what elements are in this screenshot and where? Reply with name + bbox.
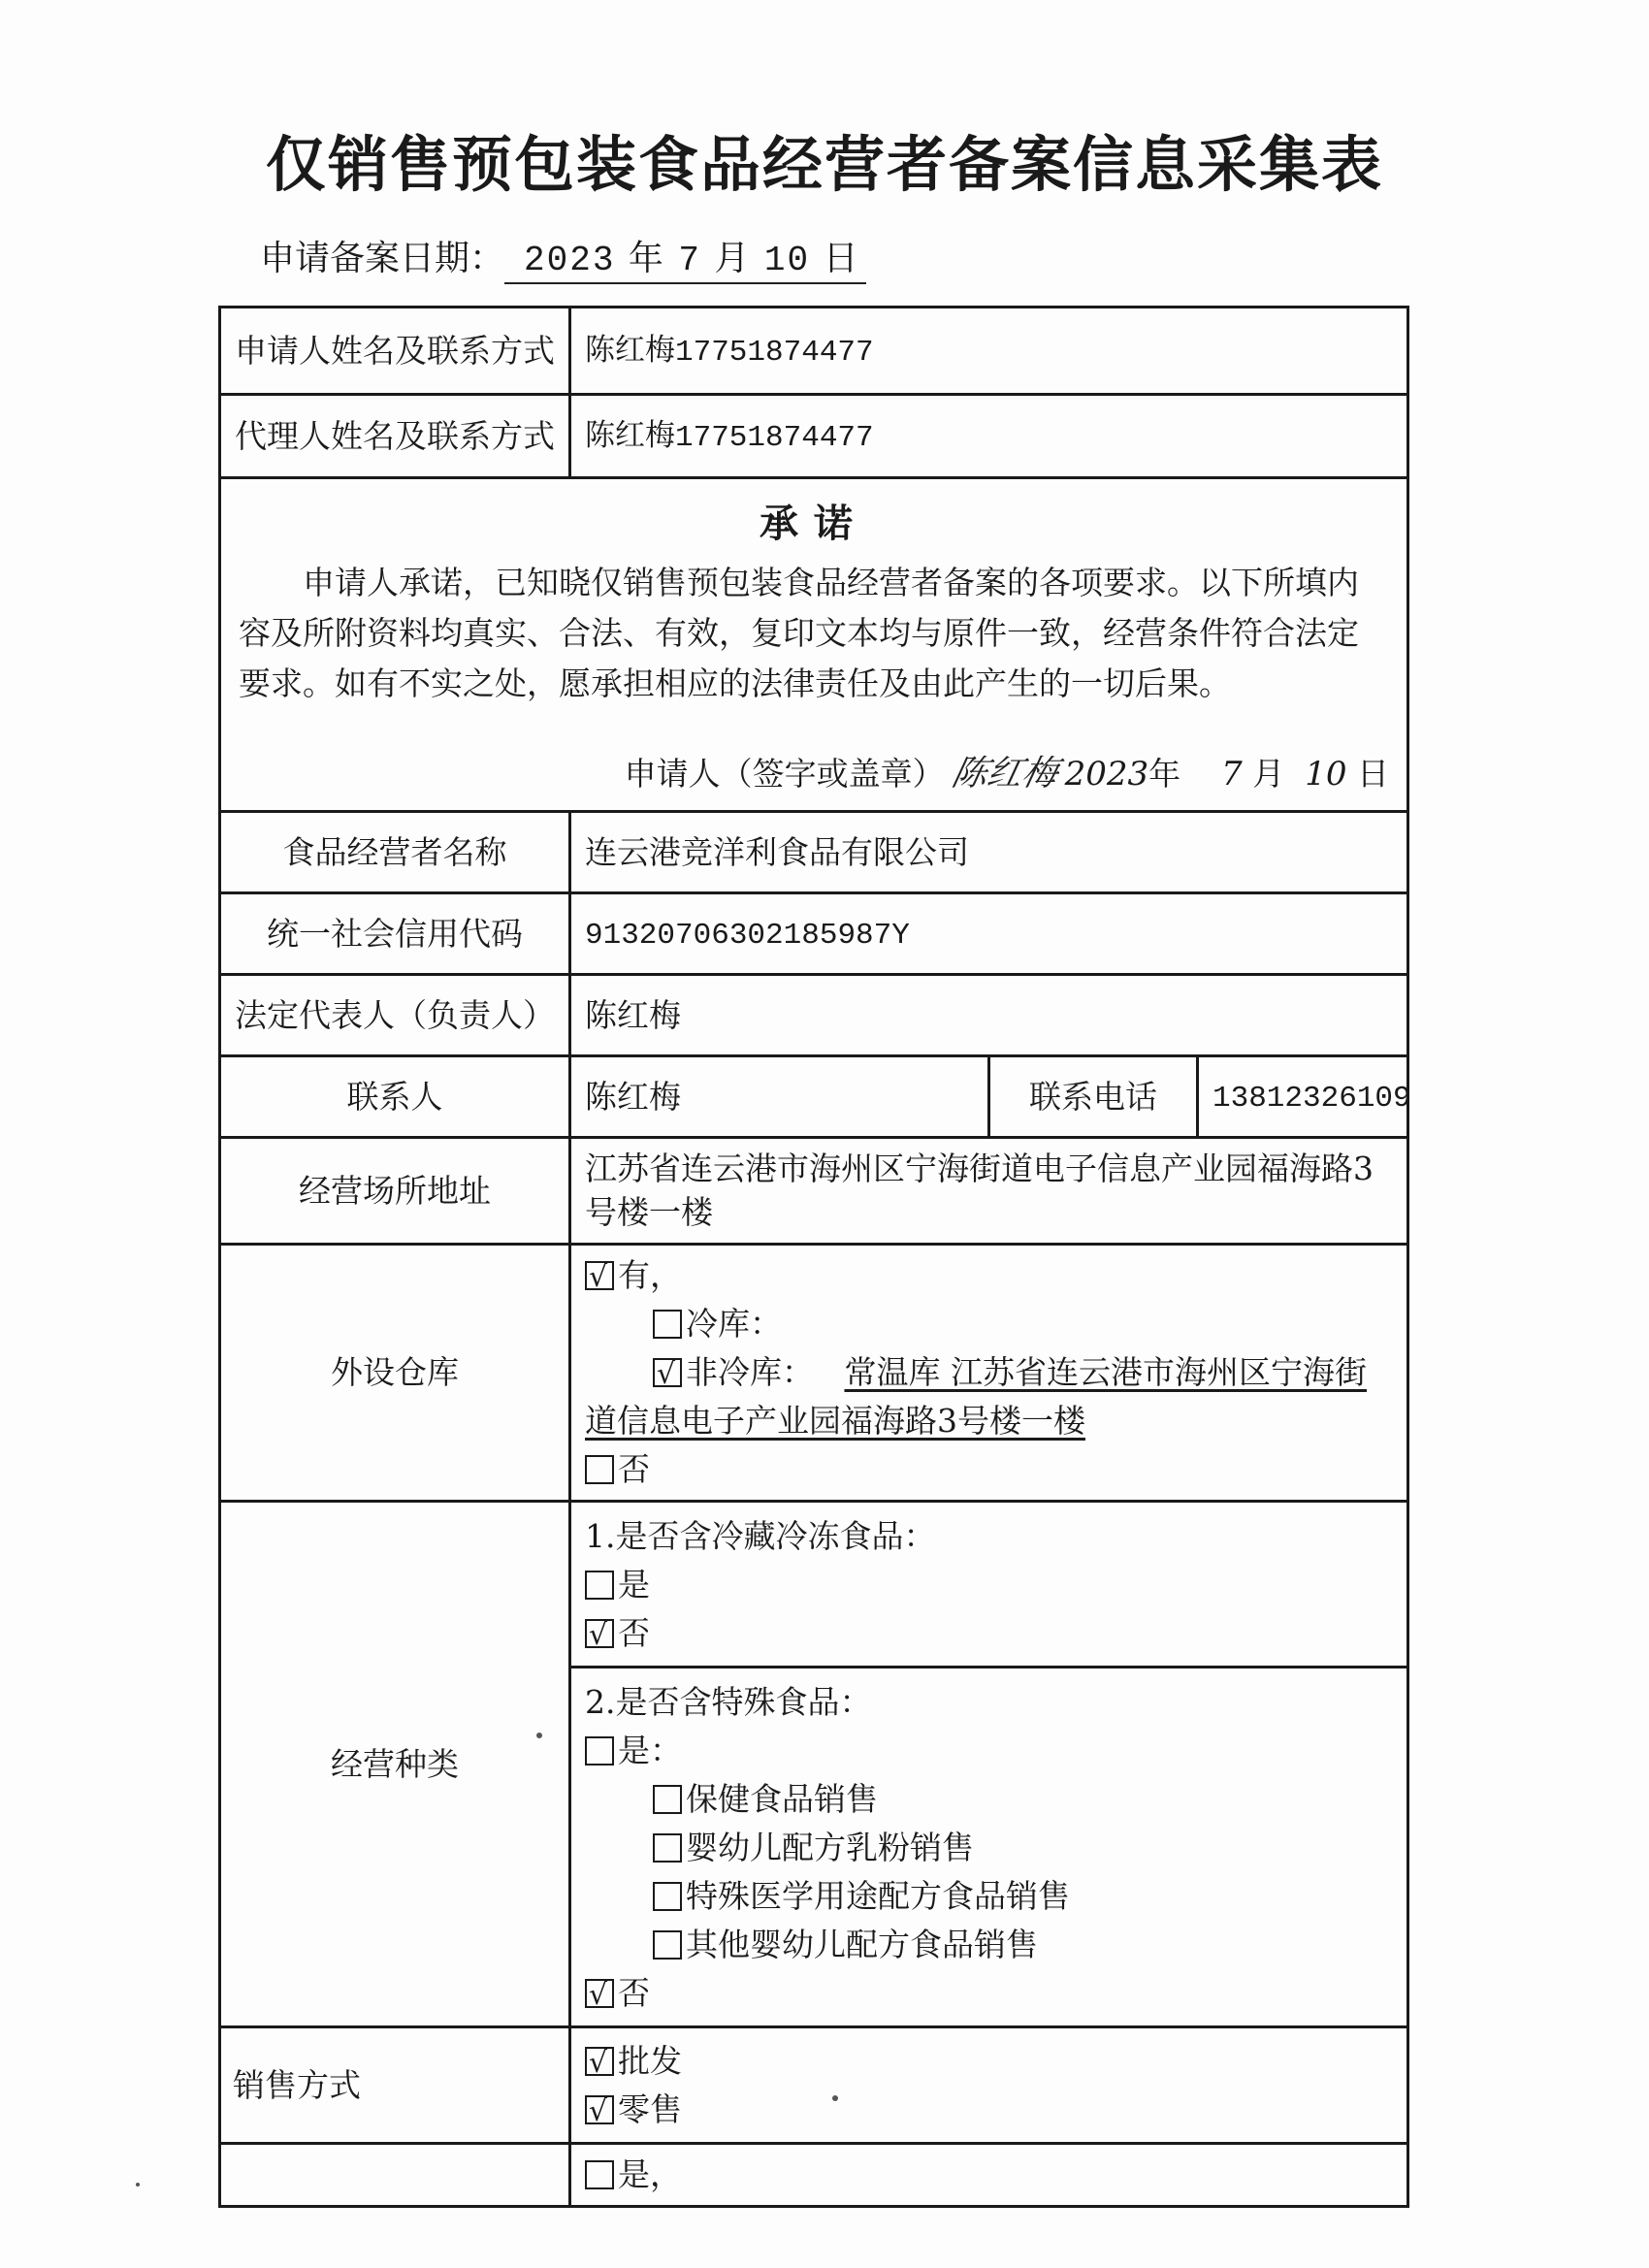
q1-no[interactable]: √ 否: [585, 1609, 1393, 1658]
last-yes[interactable]: 是，: [585, 2151, 1393, 2199]
applicant-label: 申请人姓名及联系方式: [220, 308, 570, 395]
signature-line: [239, 749, 1389, 799]
sign-unit-day: 日: [1357, 754, 1389, 793]
warehouse-no[interactable]: 否: [585, 1445, 1393, 1494]
address-label: 经营场所地址: [220, 1138, 570, 1245]
scan-speck: [136, 2183, 140, 2187]
scan-speck: [832, 2095, 838, 2101]
q2-opt-medical[interactable]: 特殊医学用途配方食品销售: [585, 1872, 1393, 1921]
last-options: [570, 2144, 1408, 2207]
phone-label: 联系电话: [989, 1056, 1198, 1138]
sign-day: 10: [1305, 754, 1347, 794]
checkbox-empty-icon[interactable]: [653, 1785, 682, 1814]
promise-row: [220, 478, 1408, 812]
document-title: 仅销售预包装食品经营者备案信息采集表: [265, 129, 1383, 200]
sales-retail[interactable]: √ 零售: [585, 2086, 1393, 2134]
legal-rep-row: [220, 975, 1408, 1056]
checkbox-empty-icon[interactable]: [585, 1736, 614, 1766]
address-value: 江苏省连云港市海州区宁海街道电子信息产业园福海路3号楼一楼: [570, 1138, 1408, 1245]
contact-label: 联系人: [220, 1056, 570, 1138]
checkbox-checked-icon[interactable]: [653, 1358, 682, 1387]
sales-label: 销售方式: [220, 2027, 570, 2144]
warehouse-cold[interactable]: 冷库：: [585, 1300, 1393, 1348]
contact-value: 陈红梅: [570, 1056, 989, 1138]
category-q1: [571, 1503, 1406, 1666]
warehouse-row: [220, 1245, 1408, 1502]
date-year: 2023: [524, 241, 616, 280]
checkbox-empty-icon[interactable]: [653, 1930, 682, 1960]
checkbox-empty-icon[interactable]: [653, 1882, 682, 1911]
sign-unit-month: 月: [1252, 754, 1285, 793]
checkbox-empty-icon[interactable]: [585, 1455, 614, 1484]
handwritten-signature: 陈红梅: [948, 753, 1062, 794]
q2-opt-health[interactable]: 保健食品销售: [585, 1775, 1393, 1824]
warehouse-label: 外设仓库: [220, 1245, 570, 1502]
checkbox-empty-icon[interactable]: [585, 2160, 614, 2189]
category-options: [570, 1502, 1408, 2027]
contact-row: [220, 1056, 1408, 1138]
scan-speck: [536, 1733, 542, 1738]
sales-options: [570, 2027, 1408, 2144]
last-row: [220, 2144, 1408, 2207]
agent-row: [220, 395, 1408, 478]
applicant-value: 陈红梅17751874477: [570, 308, 1408, 395]
date-month: 7: [678, 241, 701, 280]
warehouse-yes[interactable]: √ 有，: [585, 1251, 1393, 1300]
applicant-row: [220, 308, 1408, 395]
sales-row: [220, 2027, 1408, 2144]
sign-unit-year: 年: [1148, 754, 1181, 793]
address-row: [220, 1138, 1408, 1245]
noncold-detail-1: 常温库 江苏省连云港市海州区宁海街: [844, 1353, 1367, 1392]
legal-rep-label: 法定代表人（负责人）: [220, 975, 570, 1056]
q2-yes[interactable]: 是：: [585, 1727, 1393, 1775]
sign-month: 7: [1221, 754, 1243, 794]
credit-code-label: 统一社会信用代码: [220, 893, 570, 975]
operator-row: [220, 812, 1408, 893]
checkbox-empty-icon[interactable]: [585, 1571, 614, 1600]
phone-value: 13812326109: [1198, 1056, 1408, 1138]
promise-body: 申请人承诺，已知晓仅销售预包装食品经营者备案的各项要求。以下所填内容及所附资料均真实、合法、有效，复印文本均与原件一致，经营条件符合法定要求。如有不实之处，愿承担相应的法律责任及由此产生的一切后果。: [239, 564, 1359, 703]
warehouse-options: [570, 1245, 1408, 1502]
sign-year: 2023: [1064, 754, 1149, 794]
checkbox-checked-icon[interactable]: [585, 1979, 614, 2008]
filing-date-value: [504, 231, 866, 284]
operator-label: 食品经营者名称: [220, 812, 570, 893]
unit-day: 日: [823, 239, 860, 278]
sales-wholesale[interactable]: √ 批发: [585, 2037, 1393, 2086]
date-day: 10: [763, 241, 811, 280]
signature-label: 申请人（签字或盖章）: [624, 754, 945, 793]
unit-year: 年: [628, 239, 665, 278]
agent-label: 代理人姓名及联系方式: [220, 395, 570, 478]
unit-month: 月: [714, 239, 752, 278]
checkbox-checked-icon[interactable]: [585, 1619, 614, 1648]
q2-opt-other-infant[interactable]: 其他婴幼儿配方食品销售: [585, 1921, 1393, 1969]
credit-code-row: [220, 893, 1408, 975]
noncold-detail-2: 道信息电子产业园福海路3号楼一楼: [585, 1402, 1085, 1441]
category-q2: [571, 1666, 1406, 2025]
warehouse-noncold[interactable]: √ 非冷库： 常温库 江苏省连云港市海州区宁海街: [585, 1348, 1393, 1397]
agent-value: 陈红梅17751874477: [570, 395, 1408, 478]
checkbox-checked-icon[interactable]: [585, 2047, 614, 2076]
promise-title: 承诺: [760, 502, 868, 547]
last-label: [220, 2144, 570, 2207]
checkbox-checked-icon[interactable]: [585, 1261, 614, 1290]
q2-opt-infant-formula[interactable]: 婴幼儿配方乳粉销售: [585, 1824, 1393, 1872]
category-label: 经营种类: [220, 1502, 570, 2027]
promise-cell: [220, 478, 1408, 812]
checkbox-checked-icon[interactable]: [585, 2095, 614, 2124]
filing-date: [260, 231, 866, 284]
filing-form-table: [218, 306, 1409, 2208]
category-row: [220, 1502, 1408, 2027]
credit-code-value: 91320706302185987Y: [570, 893, 1408, 975]
checkbox-empty-icon[interactable]: [653, 1833, 682, 1863]
q2-text: 2.是否含特殊食品：: [585, 1683, 872, 1722]
operator-value: 连云港竞洋利食品有限公司: [570, 812, 1408, 893]
filing-date-label: 申请备案日期：: [260, 239, 505, 278]
legal-rep-value: 陈红梅: [570, 975, 1408, 1056]
q1-text: 1.是否含冷藏冷冻食品：: [585, 1517, 936, 1556]
checkbox-empty-icon[interactable]: [653, 1310, 682, 1339]
q2-no[interactable]: √ 否: [585, 1969, 1393, 2018]
q1-yes[interactable]: 是: [585, 1561, 1393, 1609]
